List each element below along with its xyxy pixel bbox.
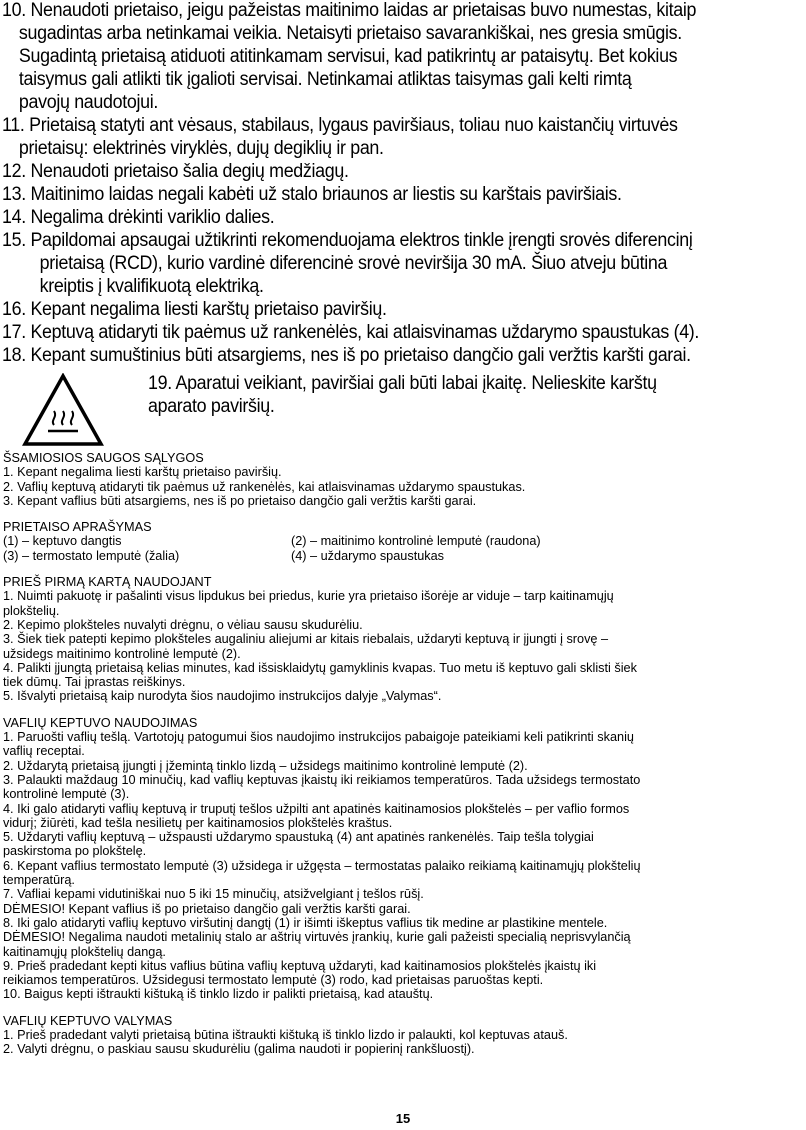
safety-item-18: 18. Kepant sumuštinius būti atsargiems, nes iš po prietaiso dangčio gali veržtis karšti garai. <box>2 345 691 366</box>
usage-line: vaflių receptai. <box>3 744 85 759</box>
first-use-line: tiek dūmų. Tai įprastas reiškinys. <box>3 675 186 690</box>
usage-line: DĖMESIO! Kepant vaflius iš po prietaiso dangčio gali veržtis karšti garai. <box>3 901 411 916</box>
special-item: 1. Kepant negalima liesti karštų prietaiso paviršių. <box>3 465 282 480</box>
description-row <box>3 534 641 548</box>
safety-item-15-line: prietaisą (RCD), kurio vardinė diferencinė srovė neviršija 30 mA. Šiuo atveju būtina <box>39 253 668 274</box>
description-title: PRIETAISO APRAŠYMAS <box>3 520 152 535</box>
special-item: 3. Kepant vaflius būti atsargiems, nes iš po prietaiso dangčio gali veržtis karšti garai. <box>3 493 477 508</box>
safety-item-12: 12. Nenaudoti prietaiso šalia degių medžiagų. <box>2 161 349 182</box>
safety-item-15: 15. Papildomai apsaugai užtikrinti rekomenduojama elektros tinkle įrengti srovės diferencinį <box>2 230 693 251</box>
usage-line: 6. Kepant vaflius termostato lemputė (3) užsidega ir užgęsta – termostatas palaiko reikiamą kaitinamųjų plokštelių <box>3 858 641 873</box>
page-number: 15 <box>395 1111 411 1126</box>
usage-line: 9. Prieš pradedant kepti kitus vaflius būtina vaflių keptuvą uždaryti, kad kaitinamosios plokštelės įkaistų iki <box>3 958 597 973</box>
safety-item-13: 13. Maitinimo laidas negali kabėti už stalo briaunos ar liestis su karštais paviršiais. <box>2 184 622 205</box>
safety-item-14: 14. Negalima drėkinti variklio dalies. <box>2 207 275 228</box>
safety-item-11-line: prietaisų: elektrinės viryklės, dujų degiklių ir pan. <box>18 138 384 159</box>
safety-item-15-line: kreiptis į kvalifikuotą elektriką. <box>39 276 264 297</box>
first-use-line: 1. Nuimti pakuotę ir pašalinti visus lipdukus bei priedus, kurie yra prietaiso išorėje ar viduje – tarp kaitinamųjų <box>3 589 614 604</box>
usage-line: 4. Iki galo atidaryti vaflių keptuvą ir truputį tešlos užpilti ant apatinės kaitinamosios plokštelės – per vaflio formos <box>3 801 630 816</box>
usage-line: DĖMESIO! Negalima naudoti metalinių stalo ar aštrių virtuvės įrankių, kurie gali pažeisti specialią neprisvylančią <box>3 930 631 945</box>
usage-line: 5. Uždaryti vaflių keptuvą – užspausti uždarymo spaustuką (4) ant apatinės rankenėlės. Taip tešla tolygiai <box>3 830 594 845</box>
usage-line: paskirstoma po plokštelę. <box>3 844 147 859</box>
safety-item-10-line: pavojų naudotojui. <box>18 92 158 113</box>
description-row <box>3 549 641 563</box>
usage-line: 2. Uždarytą prietaisą įjungti į įžemintą tinklo lizdą – užsidegs maitinimo kontrolinė lemputė (2). <box>3 758 528 773</box>
usage-line: 3. Palaukti maždaug 10 minučių, kad vaflių keptuvas įkaistų iki reikiamos temperatūros. Tada užsidegs termostato <box>3 772 641 787</box>
details-section <box>3 451 641 1057</box>
safety-list <box>2 0 699 367</box>
special-item: 2. Vaflių keptuvą atidaryti tik paėmus už rankenėlės, kai atlaisvinamas uždarymo spaustukas. <box>3 479 526 494</box>
safety-item-10-line: sugadintas arba netinkamai veikia. Netaisyti prietaiso savarankiškai, nes gresia smūgis. <box>18 23 682 44</box>
usage-line: vidurį; žiūrėti, kad tešla nesilietų per kaitinamosios plokštelės kraštus. <box>3 815 393 830</box>
first-use-line: 5. Išvalyti prietaisą kaip nurodyta šios naudojimo instrukcijos dalyje „Valymas“. <box>3 689 442 704</box>
description-left: (1) – keptuvo dangtis <box>3 534 122 549</box>
usage-title: VAFLIŲ KEPTUVO NAUDOJIMAS <box>3 715 198 730</box>
description-left: (3) – termostato lemputė (žalia) <box>3 548 180 563</box>
cleaning-line: 1. Prieš pradedant valyti prietaisą būtina ištraukti kištuką iš tinklo lizdo ir palaukti, kol keptuvas atauš. <box>3 1027 568 1042</box>
hot-surface-warning-icon <box>22 373 104 447</box>
safety-item-19-line: aparato paviršių. <box>148 396 275 417</box>
usage-line: temperatūrą. <box>3 873 75 888</box>
usage-line: 8. Iki galo atidaryti vaflių keptuvo viršutinį dangtį (1) ir išimti iškeptus vaflius tik medine ar plastikine mentele. <box>3 915 608 930</box>
special-title: ŠSAMIOSIOS SAUGOS SĄLYGOS <box>3 451 204 465</box>
first-use-line: užsidegs maitinimo kontrolinė lemputė (2). <box>3 646 241 661</box>
safety-item-11: 11. Prietaisą statyti ant vėsaus, stabilaus, lygaus paviršiaus, toliau nuo kaistančių virtuvės <box>2 115 678 136</box>
usage-line: 1. Paruošti vaflių tešlą. Vartotojų patogumui šios naudojimo instrukcijos pabaigoje pateikiami keli patikrinti skanių <box>3 730 634 745</box>
first-use-line: 4. Palikti įjungtą prietaisą kelias minutes, kad išsisklaidytų gamyklinis kvapas. Tuo metu iš keptuvo gali sklisti šiek <box>3 660 637 675</box>
safety-item-17: 17. Keptuvą atidaryti tik paėmus už rankenėlės, kai atlaisvinamas uždarymo spaustukas (4). <box>2 322 700 343</box>
cleaning-line: 2. Valyti drėgnu, o paskiau sausu skudurėliu (galima naudoti ir popierinį rankšluostį). <box>3 1042 475 1057</box>
usage-line: 10. Baigus kepti ištraukti kištuką iš tinklo lizdo ir palikti prietaisą, kad atauštų. <box>3 987 434 1002</box>
usage-line: reikiamos temperatūros. Užsidegusi termostato lemputė (3) rodo, kad prietaisas paruoštas kepti. <box>3 973 544 988</box>
usage-line: kaitinamųjų plokštelių dangą. <box>3 944 166 959</box>
description-right: (2) – maitinimo kontrolinė lemputė (raudona) <box>291 534 541 549</box>
safety-item-10-line: Sugadintą prietaisą atiduoti atitinkamam servisui, kad patikrintų ar pataisytų. Bet kokius <box>18 46 678 67</box>
safety-item-10: 10. Nenaudoti prietaiso, jeigu pažeistas maitinimo laidas ar prietaisas buvo numestas, kitaip <box>2 0 697 21</box>
description-right: (4) – uždarymo spaustukas <box>291 548 445 563</box>
first-use-line: plokštelių. <box>3 603 60 618</box>
first-use-line: 2. Kepimo plokšteles nuvalyti drėgnu, o vėliau sausu skudurėliu. <box>3 617 363 632</box>
cleaning-title: VAFLIŲ KEPTUVO VALYMAS <box>3 1013 173 1028</box>
first-use-line: 3. Šiek tiek patepti kepimo plokšteles augaliniu aliejumi ar kitais riebalais, uždaryti keptuvą ir įjungti į srovę – <box>3 632 609 647</box>
safety-item-16: 16. Kepant negalima liesti karštų prietaiso paviršių. <box>2 299 387 320</box>
usage-line: 7. Vafliai kepami vidutiniškai nuo 5 iki 15 minučių, atsižvelgiant į tešlos rūšį. <box>3 887 424 902</box>
safety-item-19-line: 19. Aparatui veikiant, paviršiai gali būti labai įkaitę. Nelieskite karštų <box>148 373 657 394</box>
usage-line: kontrolinė lemputė (3). <box>3 787 130 802</box>
safety-item-10-line: taisymus gali atlikti tik įgalioti servisai. Netinkamai atliktas taisymas gali kelti rimtą <box>18 69 632 90</box>
safety-item-19 <box>148 372 657 418</box>
first-use-title: PRIEŠ PIRMĄ KARTĄ NAUDOJANT <box>3 575 212 590</box>
